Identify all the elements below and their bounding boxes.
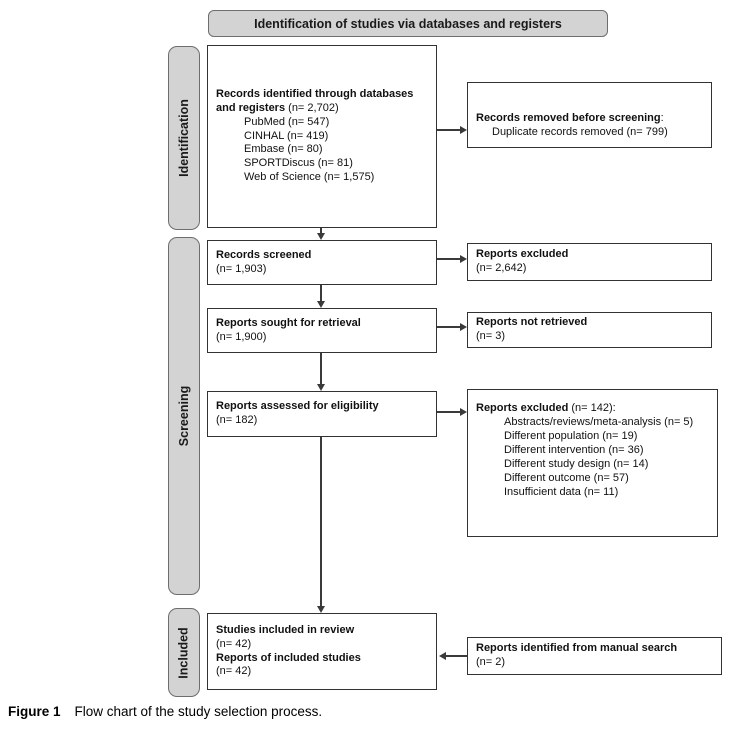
figure-caption bbox=[8, 704, 322, 719]
stage-included bbox=[168, 608, 200, 697]
box-manual-search-title: Reports identified from manual search bbox=[476, 642, 678, 655]
arrow-assessed-to-excluded-line bbox=[437, 411, 460, 413]
removed-reason-item: Duplicate records removed (n= 799) bbox=[492, 126, 668, 139]
box-records-removed-title: Records removed before screening: bbox=[476, 112, 664, 125]
exclusion-reason-item: Different study design (n= 14) bbox=[504, 457, 649, 470]
box-studies-included bbox=[207, 613, 437, 690]
box-records-screened-count: (n= 1,903) bbox=[216, 262, 267, 275]
arrow-manual-to-included-line bbox=[446, 655, 467, 657]
box-reports-assessed bbox=[207, 391, 437, 437]
box-reports-not-retrieved-title: Reports not retrieved bbox=[476, 316, 588, 329]
arrow-screened-to-excluded-line bbox=[437, 258, 460, 260]
box-manual-search-count: (n= 2) bbox=[476, 656, 506, 668]
arrow-sought-to-assessed-line bbox=[320, 353, 322, 384]
arrow-screened-to-sought-head bbox=[317, 301, 325, 308]
box-reports-assessed-count: (n= 182) bbox=[216, 414, 258, 426]
box-reports-not-retrieved bbox=[467, 312, 712, 348]
box-reports-excluded-screening-title: Reports excluded bbox=[476, 248, 569, 261]
exclusion-reason-item: Different outcome (n= 57) bbox=[504, 471, 629, 484]
figure-caption-text: Flow chart of the study selection process. bbox=[74, 704, 323, 719]
box-reports-sought-count: (n= 1,900) bbox=[216, 330, 267, 343]
box-records-identified bbox=[207, 45, 437, 228]
stage-screening bbox=[168, 237, 200, 595]
stage-screening-label: Screening bbox=[177, 385, 191, 447]
database-item: Embase (n= 80) bbox=[244, 143, 323, 156]
database-item: PubMed (n= 547) bbox=[244, 115, 330, 128]
arrow-identified-to-screened-head bbox=[317, 233, 325, 240]
arrow-identified-to-removed-head bbox=[460, 126, 467, 134]
diagram-title: Identification of studies via databases and registers bbox=[254, 16, 562, 31]
box-reports-excluded-eligibility bbox=[467, 389, 718, 537]
studies-included-line1-count: (n= 42) bbox=[216, 637, 252, 650]
stage-identification-label: Identification bbox=[177, 99, 191, 177]
box-records-screened bbox=[207, 240, 437, 285]
arrow-identified-to-removed-line bbox=[437, 129, 460, 131]
studies-included-line2-count: (n= 42) bbox=[216, 665, 252, 678]
exclusion-reason-item: Different population (n= 19) bbox=[504, 429, 638, 442]
arrow-screened-to-sought-line bbox=[320, 285, 322, 301]
arrow-assessed-to-excluded-head bbox=[460, 408, 467, 416]
database-item: Web of Science (n= 1,575) bbox=[244, 171, 375, 184]
stage-included-label: Included bbox=[177, 626, 191, 679]
arrow-sought-to-assessed-head bbox=[317, 384, 325, 391]
diagram-title-bar bbox=[208, 10, 608, 37]
box-reports-sought bbox=[207, 308, 437, 353]
arrow-assessed-to-included-line bbox=[320, 437, 322, 606]
exclusion-reason-item: Abstracts/reviews/meta-analysis (n= 5) bbox=[504, 415, 694, 428]
box-records-removed bbox=[467, 82, 712, 148]
box-reports-assessed-title: Reports assessed for eligibility bbox=[216, 400, 379, 413]
box-reports-sought-title: Reports sought for retrieval bbox=[216, 316, 361, 329]
database-item: CINHAL (n= 419) bbox=[244, 129, 329, 142]
box-reports-excluded-screening bbox=[467, 243, 712, 281]
exclusion-reason-item: Different intervention (n= 36) bbox=[504, 443, 644, 456]
box-reports-not-retrieved-count: (n= 3) bbox=[476, 330, 506, 342]
box-records-identified-title: Records identified through databases and registers (n= 2,702) bbox=[216, 87, 414, 114]
box-reports-excluded-eligibility-title: Reports excluded (n= 142): bbox=[476, 402, 616, 414]
studies-included-line1: Studies included in review bbox=[216, 623, 355, 636]
box-reports-excluded-screening-count: (n= 2,642) bbox=[476, 262, 527, 274]
exclusion-reason-item: Insufficient data (n= 11) bbox=[504, 485, 619, 498]
arrow-assessed-to-included-head bbox=[317, 606, 325, 613]
box-manual-search bbox=[467, 637, 722, 675]
arrow-manual-to-included-head bbox=[439, 652, 446, 660]
studies-included-line2: Reports of included studies bbox=[216, 651, 361, 664]
arrow-sought-to-notretrieved-head bbox=[460, 323, 467, 331]
box-records-screened-title: Records screened bbox=[216, 248, 312, 261]
figure-caption-label: Figure 1 bbox=[8, 704, 61, 719]
stage-identification bbox=[168, 46, 200, 230]
arrow-sought-to-notretrieved-line bbox=[437, 326, 460, 328]
database-item: SPORTDiscus (n= 81) bbox=[244, 157, 353, 170]
arrow-screened-to-excluded-head bbox=[460, 255, 467, 263]
